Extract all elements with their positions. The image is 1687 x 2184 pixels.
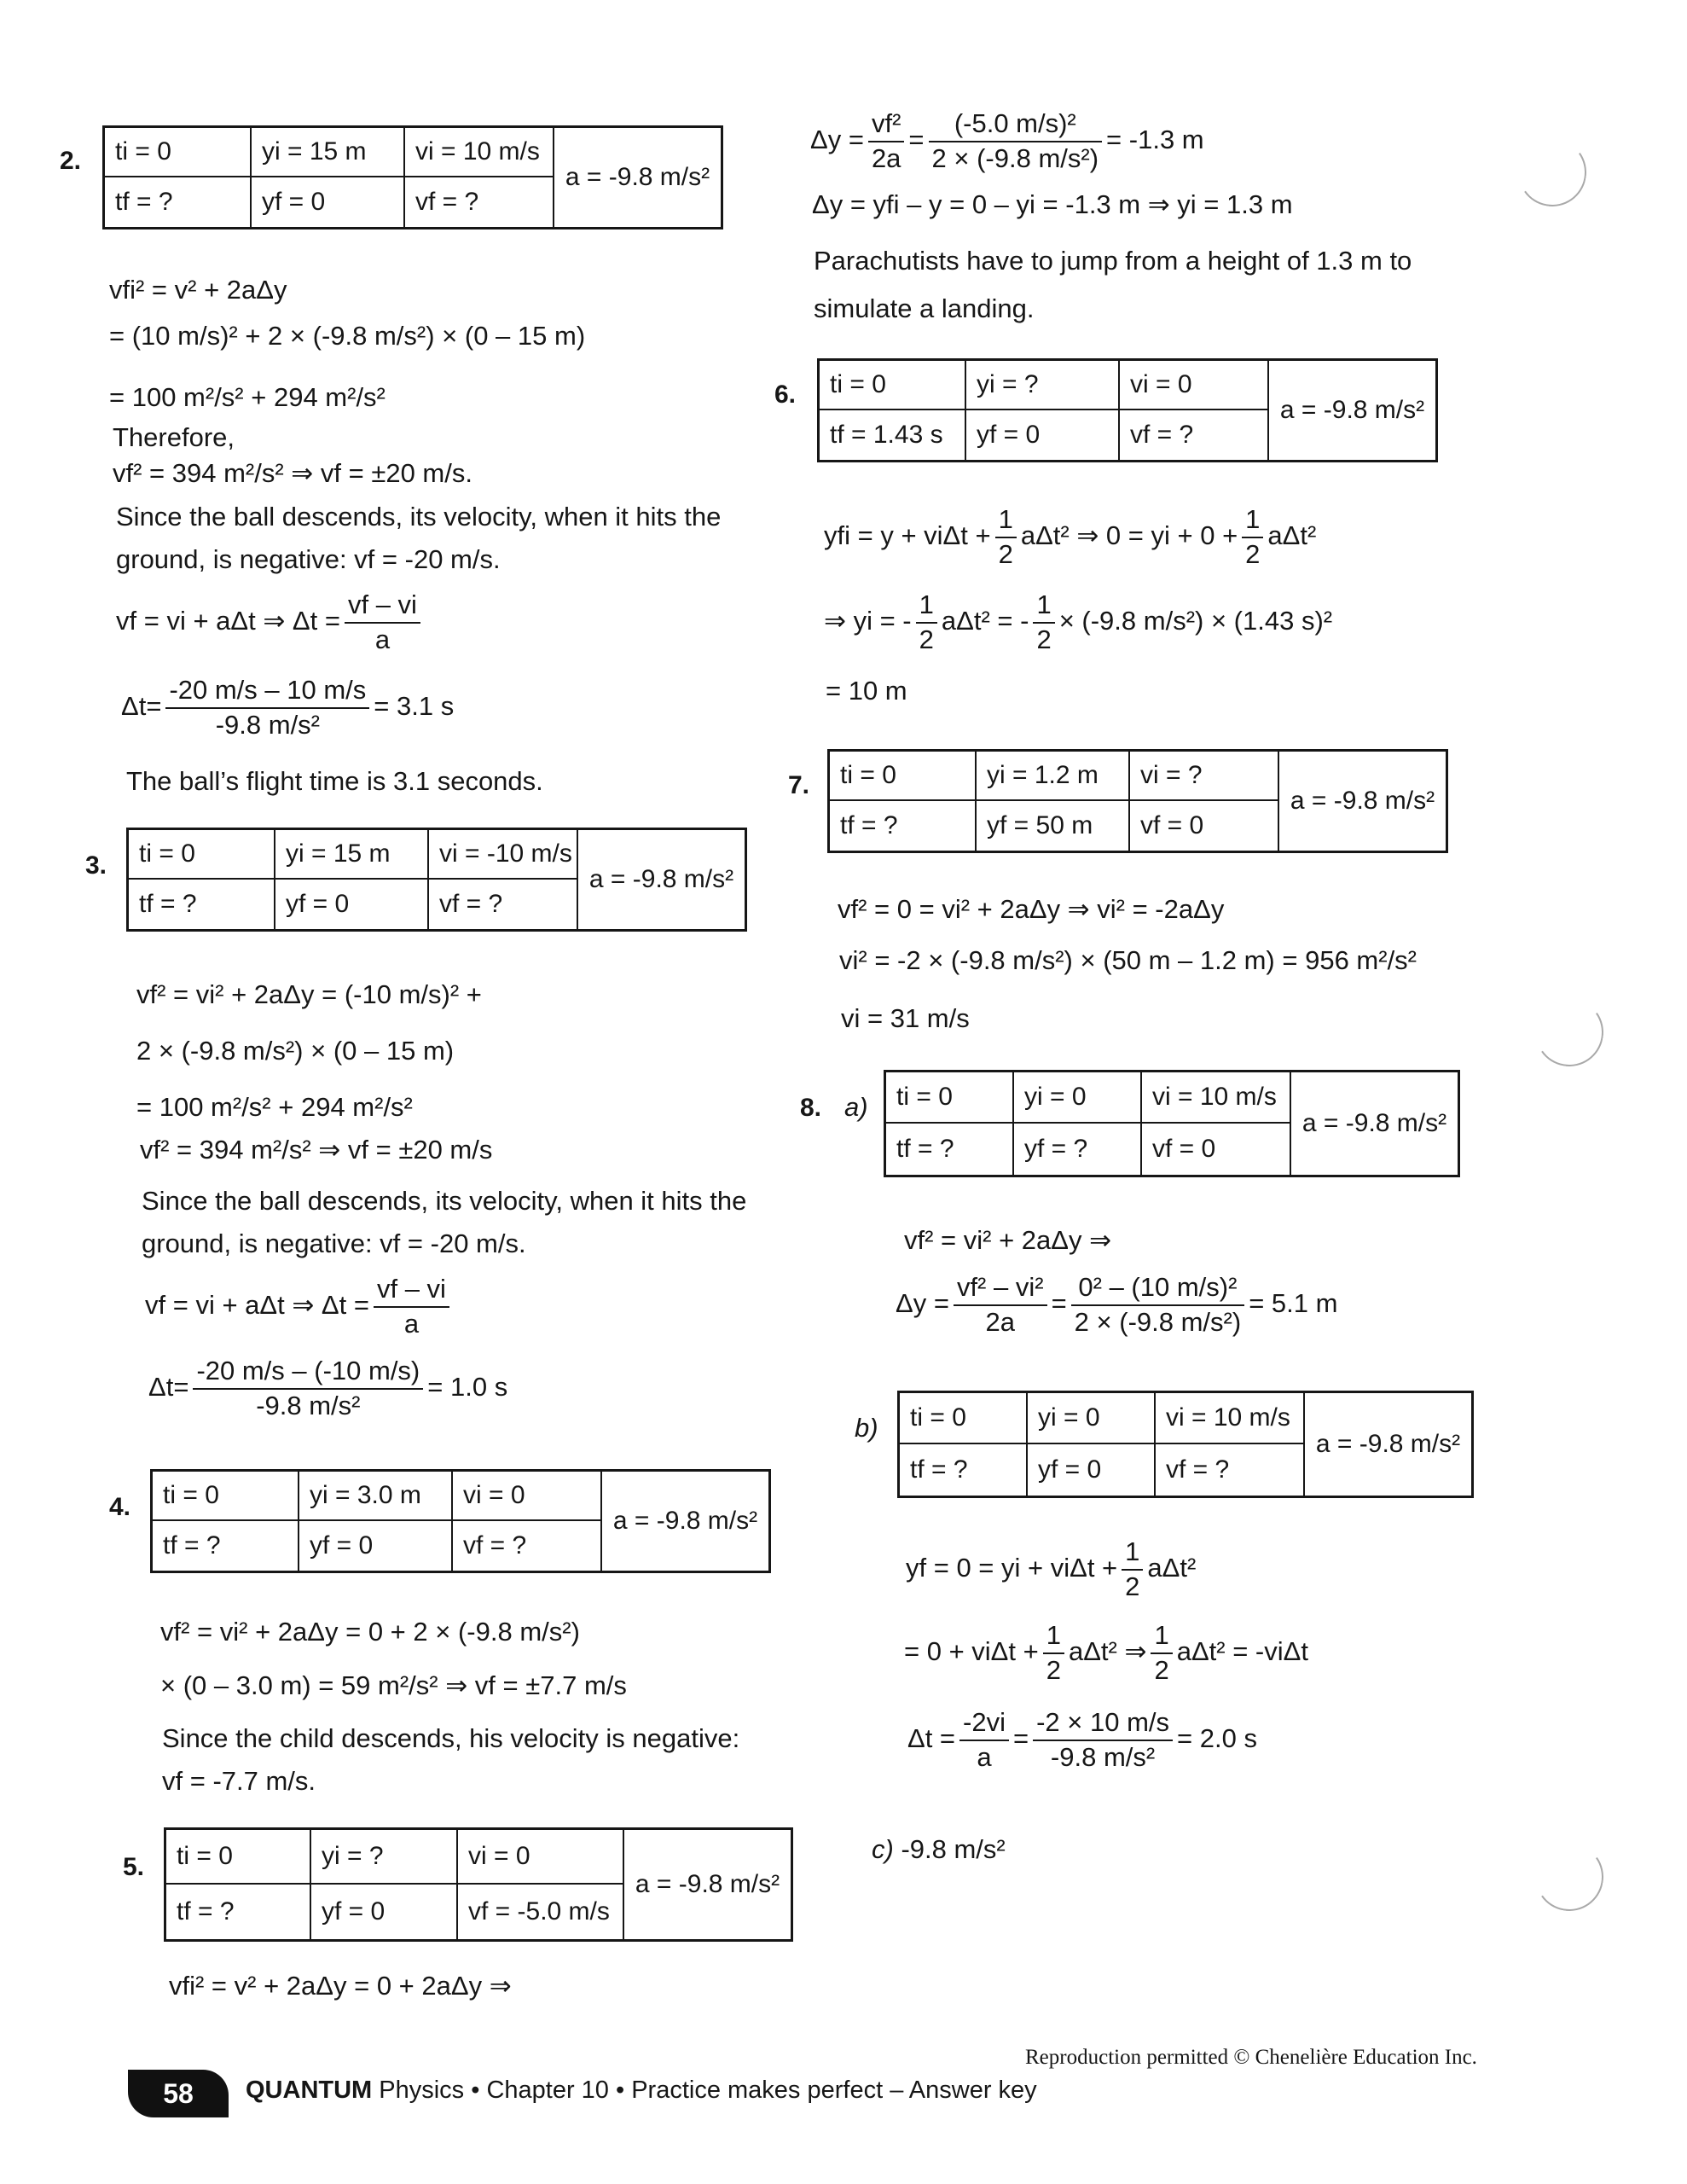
eq-part: = 2.0 s <box>1177 1722 1257 1753</box>
cell-tf: tf = ? <box>886 1124 1014 1175</box>
eq-line <box>145 1273 454 1341</box>
fraction <box>374 1273 449 1341</box>
eq-part: aΔt² ⇒ <box>1068 1635 1147 1666</box>
part-c-answer: -9.8 m/s² <box>901 1834 1006 1864</box>
eq-line: = 100 m²/s² + 294 m²/s² <box>109 382 386 412</box>
eq-part: = <box>1051 1287 1067 1318</box>
cell-yf: yf = 0 <box>966 410 1120 460</box>
cell-acceleration: a = -9.8 m/s² <box>1301 1109 1447 1137</box>
numerator: 1 <box>1043 1619 1064 1654</box>
fraction <box>954 1271 1047 1339</box>
eq-line: vfi² = v² + 2aΔy <box>109 275 287 305</box>
text-line: Since the ball descends, its velocity, when it hits the <box>116 502 722 531</box>
cell-yi: yi = 15 m <box>275 830 429 880</box>
problem-6-table <box>817 358 1438 462</box>
eq-line: = 10 m <box>826 676 907 706</box>
problem-5-number: 5. <box>123 1853 145 1881</box>
cell-yf: yf = 50 m <box>977 801 1130 851</box>
eq-part: Δt= <box>148 1371 189 1402</box>
cell-acceleration: a = -9.8 m/s² <box>635 1870 780 1898</box>
eq-line <box>896 1271 1337 1339</box>
cell-tf: tf = ? <box>900 1444 1028 1496</box>
cell-acceleration: a = -9.8 m/s² <box>1290 787 1435 815</box>
denominator: 2 <box>1046 1654 1061 1685</box>
numerator: 1 <box>1242 503 1263 538</box>
cell-vf: vf = 0 <box>1142 1124 1291 1175</box>
cell-yi: yi = ? <box>966 361 1120 410</box>
fraction <box>1242 503 1263 572</box>
part-c-label: c) <box>872 1834 894 1864</box>
binder-hole-mark <box>1530 1838 1609 1917</box>
eq-line: vi = 31 m/s <box>841 1003 970 1033</box>
fraction <box>959 1706 1009 1774</box>
cell-yi: yi = 3.0 m <box>299 1472 453 1521</box>
eq-line <box>824 589 1332 657</box>
eq-line: vf² = 0 = vi² + 2aΔy ⇒ vi² = -2aΔy <box>838 894 1225 924</box>
eq-line: = (10 m/s)² + 2 × (-9.8 m/s²) × (0 – 15 m) <box>109 321 586 351</box>
numerator: 1 <box>995 503 1017 538</box>
eq-line: vi² = -2 × (-9.8 m/s²) × (50 m – 1.2 m) = 956 m²/s² <box>839 945 1417 975</box>
cell-tf: tf = ? <box>166 1885 311 1939</box>
fraction <box>1033 1706 1173 1774</box>
problem-4-table <box>150 1469 771 1573</box>
cell-yi: yi = ? <box>311 1830 458 1885</box>
cell-ti: ti = 0 <box>129 830 275 880</box>
cell-yf: yf = 0 <box>299 1521 453 1571</box>
numerator: 1 <box>1033 589 1054 624</box>
eq-part: aΔt² = -viΔt <box>1176 1635 1308 1666</box>
part-c <box>872 1834 1006 1865</box>
cell-ti: ti = 0 <box>166 1830 311 1885</box>
cell-vi: vi = -10 m/s <box>429 830 578 880</box>
fraction <box>345 589 420 657</box>
cell-vi: vi = 10 m/s <box>405 128 554 177</box>
fraction <box>1071 1271 1245 1339</box>
cell-yf: yf = 0 <box>252 177 405 227</box>
cell-acceleration: a = -9.8 m/s² <box>612 1507 758 1535</box>
eq-line: Δy = yfi – y = 0 – yi = -1.3 m ⇒ yi = 1.3 m <box>812 189 1293 219</box>
eq-part: vf = vi + aΔt ⇒ Δt = <box>145 1289 369 1320</box>
text-line: Parachutists have to jump from a height of 1.3 m to <box>814 246 1412 276</box>
numerator: -20 m/s – 10 m/s <box>165 674 369 709</box>
cell-acceleration: a = -9.8 m/s² <box>1315 1430 1461 1458</box>
problem-8b-table <box>897 1391 1474 1498</box>
eq-part: = -1.3 m <box>1106 124 1204 154</box>
denominator: 2 × (-9.8 m/s²) <box>931 142 1099 173</box>
problem-8a-table <box>884 1070 1460 1177</box>
text-line: Since the child descends, his velocity is negative: <box>162 1723 740 1753</box>
cell-tf: tf = ? <box>830 801 977 851</box>
footer-series: Physics • Chapter 10 • Practice makes perfect – Answer key <box>372 2077 1037 2104</box>
eq-part: Δy = <box>810 124 864 154</box>
eq-part: = 1.0 s <box>427 1371 508 1402</box>
eq-line <box>810 107 1204 176</box>
text-line: vf = -7.7 m/s. <box>162 1766 316 1796</box>
binder-hole-mark <box>1530 993 1609 1072</box>
numerator: -20 m/s – (-10 m/s) <box>193 1355 423 1390</box>
eq-line <box>904 1619 1308 1687</box>
cell-ti: ti = 0 <box>830 752 977 801</box>
cell-vf: vf = ? <box>405 177 554 227</box>
numerator: -2 × 10 m/s <box>1033 1706 1173 1741</box>
problem-8-number: 8. <box>800 1094 822 1122</box>
text-line: simulate a landing. <box>814 293 1035 323</box>
cell-vi: vi = 0 <box>458 1830 624 1885</box>
cell-yi: yi = 0 <box>1014 1072 1142 1124</box>
eq-line: vf² = vi² + 2aΔy ⇒ <box>904 1225 1112 1255</box>
problem-3-number: 3. <box>85 851 107 880</box>
cell-vf: vf = ? <box>1120 410 1269 460</box>
cell-acceleration: a = -9.8 m/s² <box>588 865 734 893</box>
text-line: ground, is negative: vf = -20 m/s. <box>116 544 501 574</box>
cell-ti: ti = 0 <box>153 1472 299 1521</box>
eq-line: vf² = vi² + 2aΔy = 0 + 2 × (-9.8 m/s²) <box>160 1617 580 1647</box>
denominator: a <box>977 1741 992 1772</box>
page-number-badge: 58 <box>128 2070 229 2117</box>
text-line: ground, is negative: vf = -20 m/s. <box>142 1228 526 1258</box>
eq-part: Δt= <box>121 690 162 721</box>
cell-yi: yi = 1.2 m <box>977 752 1130 801</box>
cell-vi: vi = 10 m/s <box>1156 1393 1305 1444</box>
fraction <box>916 589 937 657</box>
cell-vi: vi = 10 m/s <box>1142 1072 1291 1124</box>
cell-ti: ti = 0 <box>886 1072 1014 1124</box>
fraction <box>995 503 1017 572</box>
eq-part: aΔt² <box>1147 1552 1197 1583</box>
text-line: Since the ball descends, its velocity, when it hits the <box>142 1186 747 1216</box>
eq-line: vf² = 394 m²/s² ⇒ vf = ±20 m/s <box>140 1135 493 1165</box>
cell-vi: vi = ? <box>1130 752 1279 801</box>
denominator: 2 × (-9.8 m/s²) <box>1074 1306 1242 1337</box>
cell-vf: vf = -5.0 m/s <box>458 1885 624 1939</box>
fraction <box>1043 1619 1064 1687</box>
eq-line: vf² = 394 m²/s² ⇒ vf = ±20 m/s. <box>113 458 472 488</box>
cell-yi: yi = 0 <box>1028 1393 1156 1444</box>
denominator: 2 <box>1245 538 1261 569</box>
denominator: -9.8 m/s² <box>215 709 321 740</box>
eq-line <box>148 1355 507 1423</box>
cell-yf: yf = 0 <box>1028 1444 1156 1496</box>
eq-part: aΔt² ⇒ 0 = yi + 0 + <box>1020 520 1238 550</box>
cell-vi: vi = 0 <box>453 1472 602 1521</box>
denominator: -9.8 m/s² <box>256 1390 361 1420</box>
denominator: 2 <box>998 538 1013 569</box>
text-line: Therefore, <box>113 422 235 452</box>
eq-line: vfi² = v² + 2aΔy = 0 + 2aΔy ⇒ <box>169 1971 512 2001</box>
part-b-label: b) <box>855 1413 878 1443</box>
cell-acceleration: a = -9.8 m/s² <box>565 163 710 191</box>
numerator: -2vi <box>959 1706 1009 1741</box>
denominator: 2a <box>871 142 901 173</box>
cell-tf: tf = ? <box>129 880 275 929</box>
eq-line: vf² = vi² + 2aΔy = (-10 m/s)² + <box>136 979 482 1009</box>
problem-3-table <box>126 828 747 932</box>
part-a-label: a) <box>844 1092 868 1122</box>
fraction <box>193 1355 423 1423</box>
fraction <box>1033 589 1054 657</box>
cell-tf: tf = 1.43 s <box>820 410 966 460</box>
numerator: 1 <box>1151 1619 1172 1654</box>
eq-part: aΔt² = - <box>941 605 1029 636</box>
eq-part: = <box>1013 1722 1029 1753</box>
eq-part: aΔt² <box>1267 520 1317 550</box>
numerator: (-5.0 m/s)² <box>929 107 1103 142</box>
denominator: a <box>374 624 391 654</box>
numerator: 0² – (10 m/s)² <box>1071 1271 1245 1306</box>
binder-hole-mark <box>1513 133 1592 212</box>
eq-line <box>121 674 454 742</box>
fraction <box>1122 1536 1143 1604</box>
text-line: The ball’s flight time is 3.1 seconds. <box>126 766 543 796</box>
cell-tf: tf = ? <box>105 177 252 227</box>
cell-yf: yf = ? <box>1014 1124 1142 1175</box>
denominator: -9.8 m/s² <box>1050 1741 1156 1772</box>
cell-yf: yf = 0 <box>275 880 429 929</box>
eq-part: = 0 + viΔt + <box>904 1635 1039 1666</box>
cell-ti: ti = 0 <box>820 361 966 410</box>
numerator: vf – vi <box>374 1273 449 1308</box>
fraction <box>868 107 904 176</box>
cell-yf: yf = 0 <box>311 1885 458 1939</box>
eq-part: Δt = <box>907 1722 956 1753</box>
eq-line: × (0 – 3.0 m) = 59 m²/s² ⇒ vf = ±7.7 m/s <box>160 1670 627 1700</box>
cell-acceleration: a = -9.8 m/s² <box>1279 396 1425 424</box>
eq-line: 2 × (-9.8 m/s²) × (0 – 15 m) <box>136 1036 455 1066</box>
eq-part: yfi = y + viΔt + <box>824 520 991 550</box>
eq-part: = 5.1 m <box>1249 1287 1338 1318</box>
problem-5-table <box>164 1827 793 1942</box>
cell-yi: yi = 15 m <box>252 128 405 177</box>
fraction <box>1151 1619 1172 1687</box>
problem-2-number: 2. <box>60 147 82 175</box>
eq-line <box>116 589 425 657</box>
problem-7-table <box>827 749 1448 853</box>
fraction <box>929 107 1103 176</box>
cell-vi: vi = 0 <box>1120 361 1269 410</box>
cell-vf: vf = ? <box>453 1521 602 1571</box>
numerator: 1 <box>916 589 937 624</box>
problem-2-table <box>102 125 723 229</box>
eq-line: = 100 m²/s² + 294 m²/s² <box>136 1092 413 1122</box>
eq-line <box>824 503 1316 572</box>
cell-tf: tf = ? <box>153 1521 299 1571</box>
denominator: 2a <box>985 1306 1015 1337</box>
eq-line <box>907 1706 1257 1774</box>
denominator: 2 <box>1036 624 1052 654</box>
fraction <box>165 674 369 742</box>
footer-title <box>246 2077 1037 2105</box>
numerator: vf² <box>868 107 904 142</box>
eq-part: × (-9.8 m/s²) × (1.43 s)² <box>1058 605 1333 636</box>
numerator: 1 <box>1122 1536 1143 1571</box>
cell-ti: ti = 0 <box>900 1393 1028 1444</box>
problem-4-number: 4. <box>109 1493 131 1521</box>
footer-brand: QUANTUM <box>246 2077 373 2104</box>
numerator: vf² – vi² <box>954 1271 1047 1306</box>
denominator: a <box>403 1308 420 1339</box>
cell-vf: vf = ? <box>1156 1444 1305 1496</box>
eq-part: vf = vi + aΔt ⇒ Δt = <box>116 605 340 636</box>
denominator: 2 <box>1125 1571 1140 1601</box>
problem-6-number: 6. <box>774 380 797 409</box>
cell-ti: ti = 0 <box>105 128 252 177</box>
eq-line <box>906 1536 1196 1604</box>
numerator: vf – vi <box>345 589 420 624</box>
denominator: 2 <box>919 624 934 654</box>
problem-7-number: 7. <box>788 771 810 799</box>
eq-part: = 3.1 s <box>374 690 455 721</box>
footer-copyright: Reproduction permitted © Chenelière Education Inc. <box>1025 2046 1477 2069</box>
eq-part: yf = 0 = yi + viΔt + <box>906 1552 1118 1583</box>
cell-vf: vf = ? <box>429 880 578 929</box>
eq-part: Δy = <box>896 1287 949 1318</box>
eq-part: = <box>908 124 925 154</box>
eq-part: ⇒ yi = - <box>824 605 912 636</box>
cell-vf: vf = 0 <box>1130 801 1279 851</box>
denominator: 2 <box>1154 1654 1169 1685</box>
